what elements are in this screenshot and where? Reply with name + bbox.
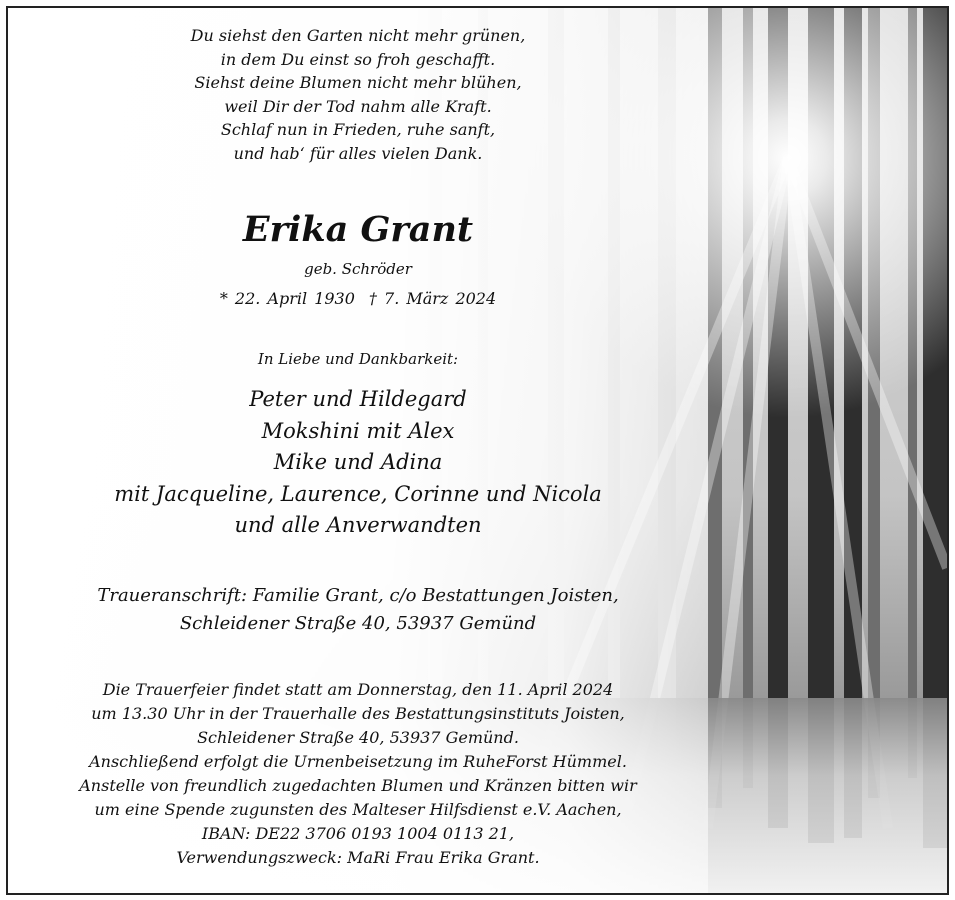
- mourning-address: [8, 582, 708, 637]
- notice-line: Verwendungszweck: MaRi Frau Erika Grant.: [176, 848, 540, 867]
- deceased-name: Erika Grant: [242, 209, 474, 250]
- notice-line: IBAN: DE22 3706 0193 1004 0113 21,: [201, 824, 515, 843]
- obituary-text: [8, 8, 708, 893]
- notice-line: Anstelle von freundlich zugedachten Blumen und Kränzen bitten wir: [79, 776, 637, 795]
- notice-line: Schleidener Straße 40, 53937 Gemünd.: [197, 728, 519, 747]
- poem-line: und hab‘ für alles vielen Dank.: [233, 143, 483, 163]
- death-date: † 7. März 2024: [368, 289, 497, 308]
- notice-line: um eine Spende zugunsten des Malteser Hilfsdienst e.V. Aachen,: [94, 800, 622, 819]
- mourner-line: Mike und Adina: [273, 450, 443, 474]
- mourner-line: Peter und Hildegard: [249, 387, 467, 411]
- mourners-list: [8, 384, 708, 542]
- address-line: Schleidener Straße 40, 53937 Gemünd: [179, 612, 537, 634]
- funeral-notice: [8, 678, 708, 870]
- notice-line: Anschließend erfolgt die Urnenbeisetzung im RuheForst Hümmel.: [89, 752, 627, 771]
- poem: [8, 24, 708, 165]
- notice-line: um 13.30 Uhr in der Trauerhalle des Bestattungsinstituts Joisten,: [91, 704, 625, 723]
- address-line: Traueranschrift: Familie Grant, c/o Bestattungen Joisten,: [97, 585, 619, 606]
- mourner-line: Mokshini mit Alex: [261, 418, 455, 443]
- mourners-intro: In Liebe und Dankbarkeit:: [257, 350, 459, 368]
- mourner-line: mit Jacqueline, Laurence, Corinne und Nicola: [114, 481, 602, 506]
- poem-line: Schlaf nun in Frieden, ruhe sanft,: [220, 120, 496, 139]
- notice-line: Die Trauerfeier findet statt am Donnerstag, den 11. April 2024: [102, 680, 614, 699]
- poem-line: Siehst deine Blumen nicht mehr blühen,: [194, 73, 522, 92]
- mourner-line: und alle Anverwandten: [234, 513, 482, 537]
- poem-line: Du siehst den Garten nicht mehr grünen,: [190, 26, 526, 45]
- maiden-name: geb. Schröder: [304, 260, 412, 278]
- birth-date: * 22. April 1930: [219, 289, 355, 308]
- life-dates: [8, 288, 708, 310]
- poem-line: weil Dir der Tod nahm alle Kraft.: [224, 96, 492, 116]
- obituary-card: [6, 6, 949, 895]
- poem-line: in dem Du einst so froh geschafft.: [220, 49, 496, 69]
